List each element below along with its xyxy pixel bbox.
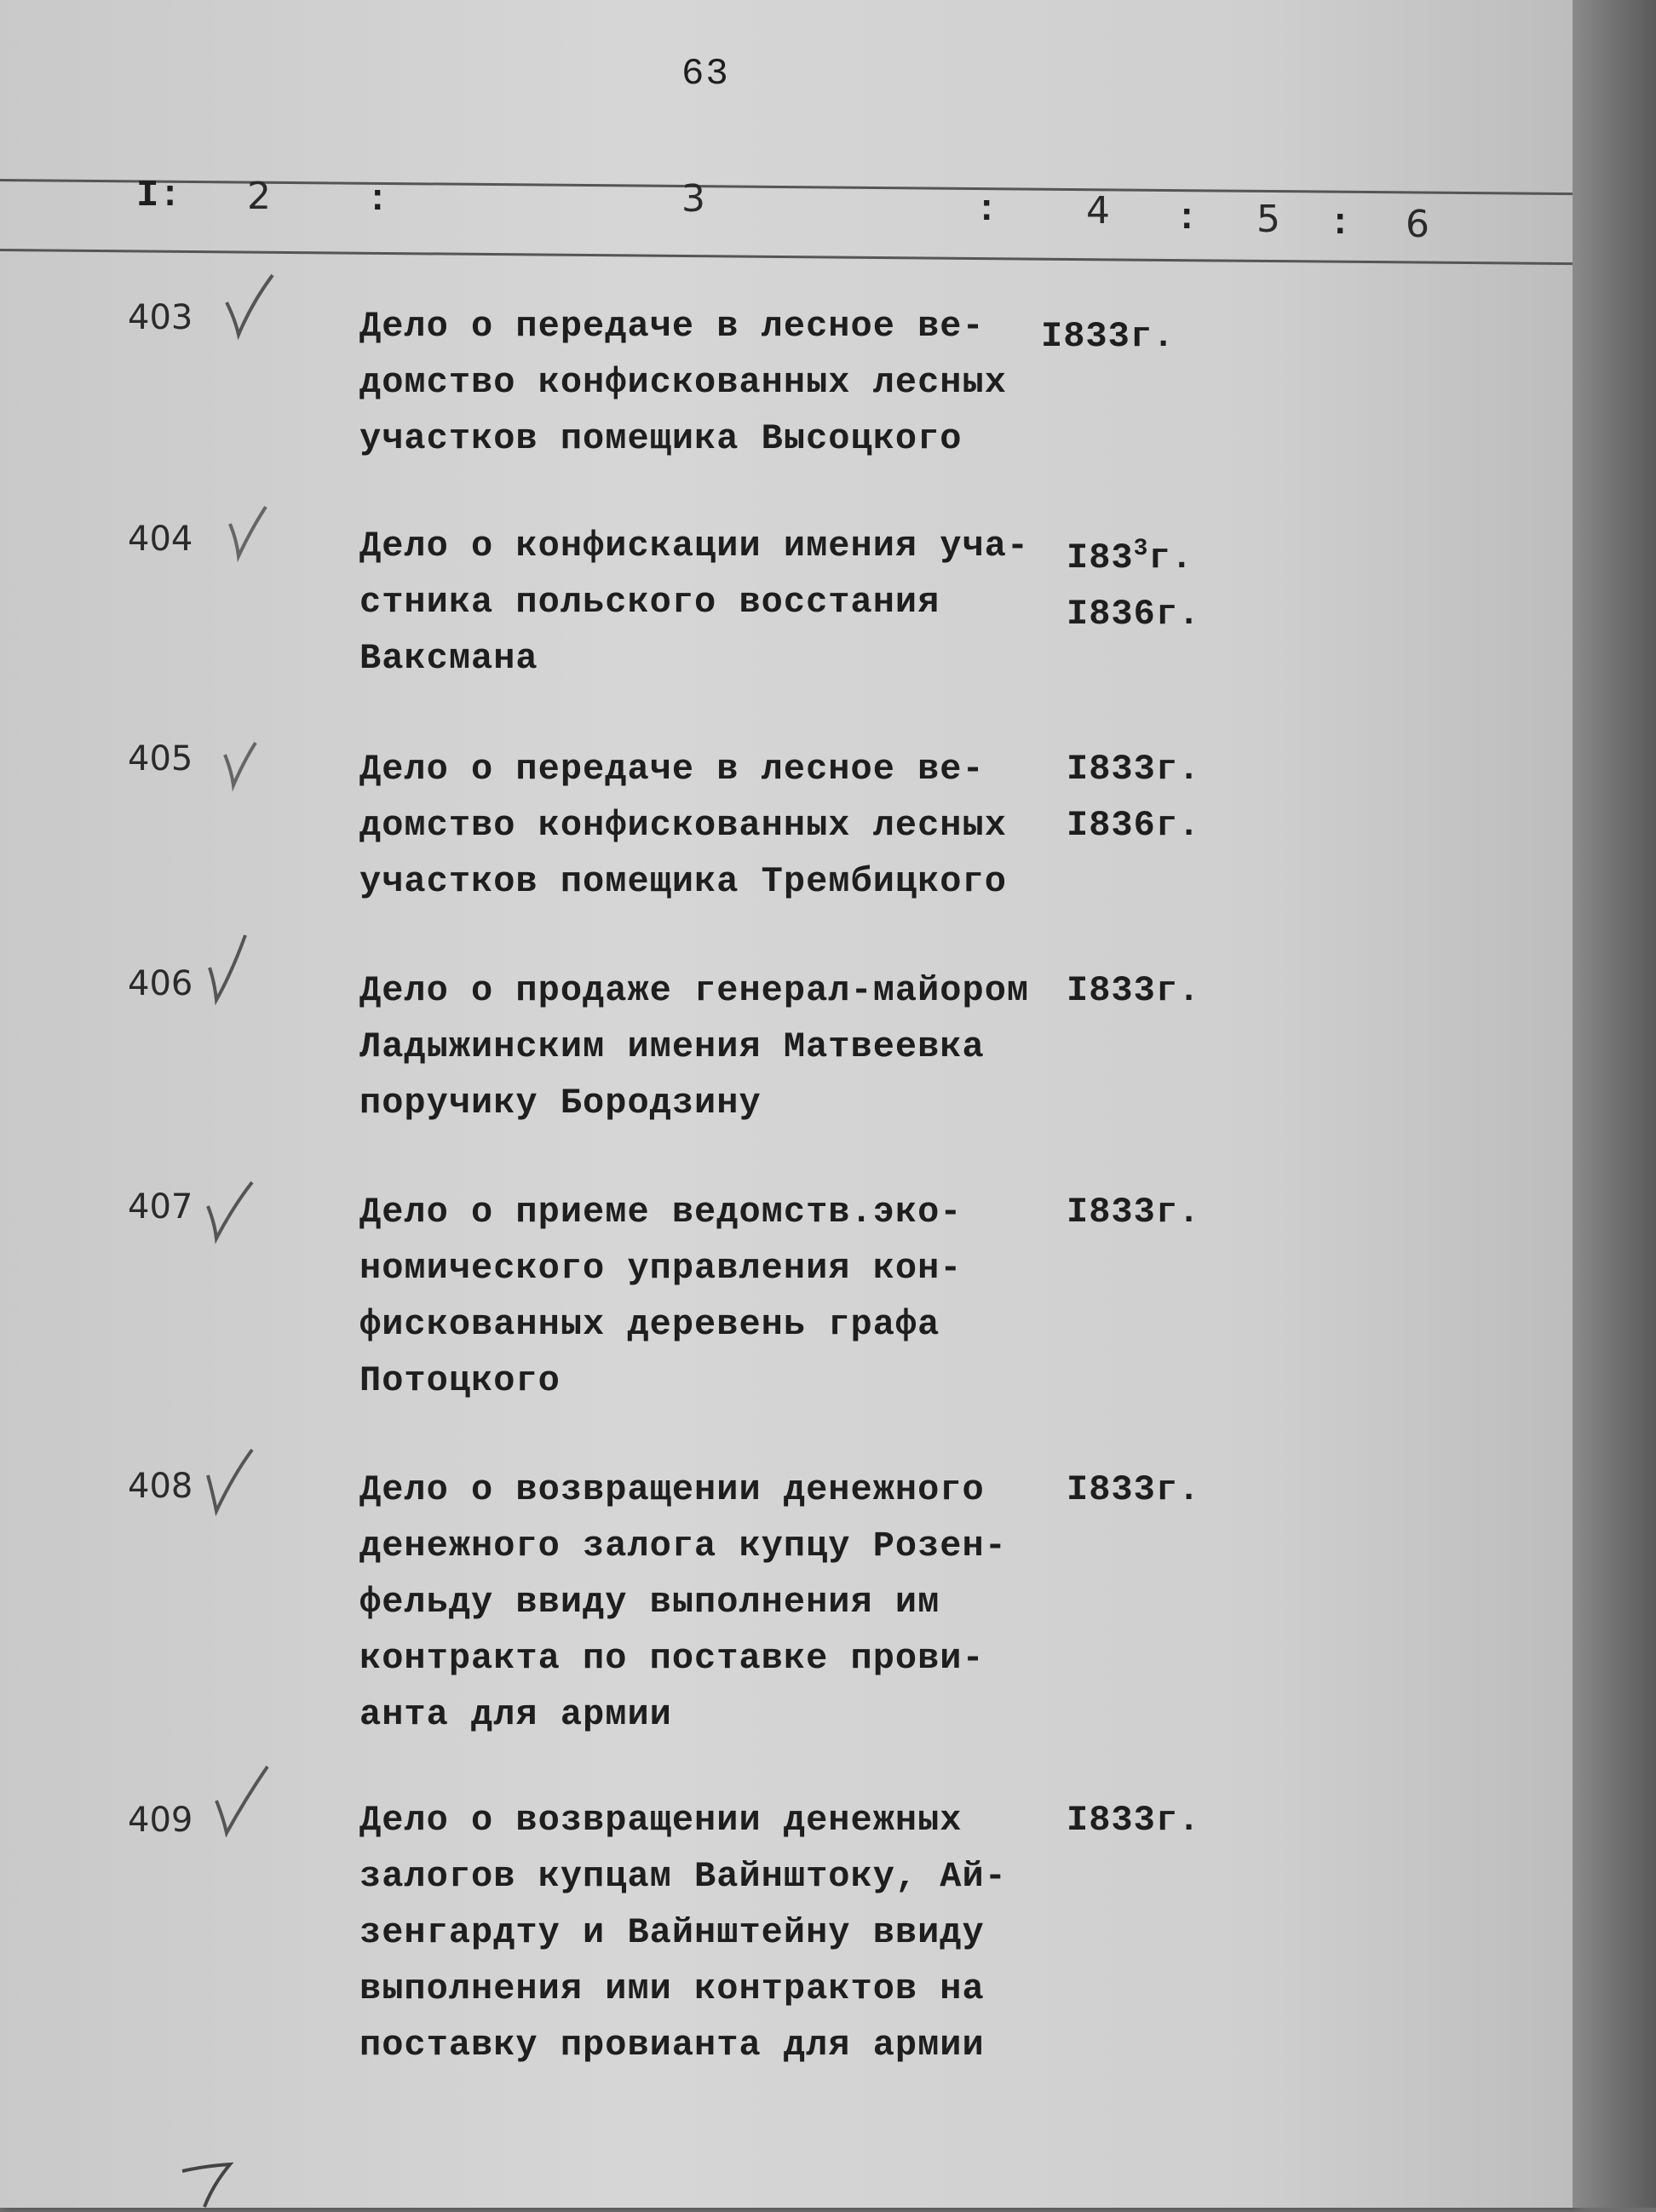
- entry-description: Дело о приеме ведомств.эко- номического управления кон- фискованных деревень графа Потоцкого: [359, 1192, 963, 1401]
- entry-description: Дело о передаче в лесное ве- домство конфискованных лесных участков помещика Высоцкого: [359, 306, 1007, 459]
- entry-date: [1067, 521, 1200, 642]
- entry-description: Дело о конфискации имения уча- стника польского восстания Ваксмана: [359, 526, 1030, 679]
- entry-number: 403: [128, 298, 193, 337]
- header-col-4: 4: [1086, 189, 1110, 233]
- entry-number: 405: [128, 739, 193, 779]
- entry-date: I833г.: [1067, 1192, 1201, 1232]
- header-rule-bottom: [0, 249, 1573, 265]
- entry-date-year: I83: [1067, 537, 1134, 578]
- entry-date-superscript: 3: [1133, 536, 1149, 562]
- check-mark-icon: [201, 930, 261, 1007]
- header-separator: :: [975, 189, 998, 232]
- entry-description: Дело о продаже генерал-майором Ладыжинским имения Матвеевка поручику Бородзину: [359, 970, 1030, 1123]
- entry-number: 408: [128, 1467, 193, 1506]
- entry-description: Дело о передаче в лесное ве- домство конфискованных лесных участков помещика Трембицкого: [359, 749, 1007, 902]
- header-col-3: 3: [681, 177, 705, 221]
- header-separator: :: [1176, 198, 1199, 240]
- check-mark-icon: [201, 1172, 261, 1249]
- entry-description: Дело о возвращении денежных залогов купцам Вайнштоку, Ай- зенгардту и Вайнштейну ввиду выполнения ими контрактов на поставку провианта для армии: [359, 1800, 1007, 2065]
- check-mark-icon: [211, 1761, 271, 1838]
- check-mark-icon: [220, 268, 279, 345]
- header-rule-top: [0, 179, 1573, 195]
- entry-number: 407: [128, 1187, 193, 1227]
- page-number: 63: [681, 53, 730, 95]
- header-col-2: 2: [247, 175, 271, 218]
- check-mark-icon: [221, 498, 281, 575]
- header-col-1: I:: [136, 175, 181, 217]
- header-separator: :: [1329, 203, 1352, 245]
- entry-date: I833г.: [1041, 316, 1176, 357]
- entry-number: 404: [128, 520, 193, 559]
- entry-number: 406: [128, 964, 193, 1003]
- entry-date-suffix: г.: [1148, 537, 1193, 578]
- entry-date: I833г. I836г.: [1067, 749, 1201, 846]
- entry-description: Дело о возвращении денежного денежного залога купцу Розен- фельду ввиду выполнения им контракта по поставке прови- анта для армии: [359, 1469, 1007, 1735]
- entry-date: I833г.: [1067, 1469, 1201, 1510]
- pencil-mark-icon: [179, 2159, 239, 2208]
- header-separator: :: [366, 179, 389, 221]
- check-mark-icon: [216, 731, 276, 807]
- header-col-5: 5: [1256, 198, 1280, 241]
- page-edge-shadow: [1573, 0, 1656, 2208]
- entry-number: 409: [128, 1801, 193, 1840]
- header-col-6: 6: [1406, 203, 1429, 246]
- entry-date-second: I836г.: [1067, 594, 1201, 635]
- check-mark-icon: [201, 1441, 261, 1518]
- entry-date: I833г.: [1067, 1800, 1201, 1841]
- entry-date: I833г.: [1067, 970, 1201, 1011]
